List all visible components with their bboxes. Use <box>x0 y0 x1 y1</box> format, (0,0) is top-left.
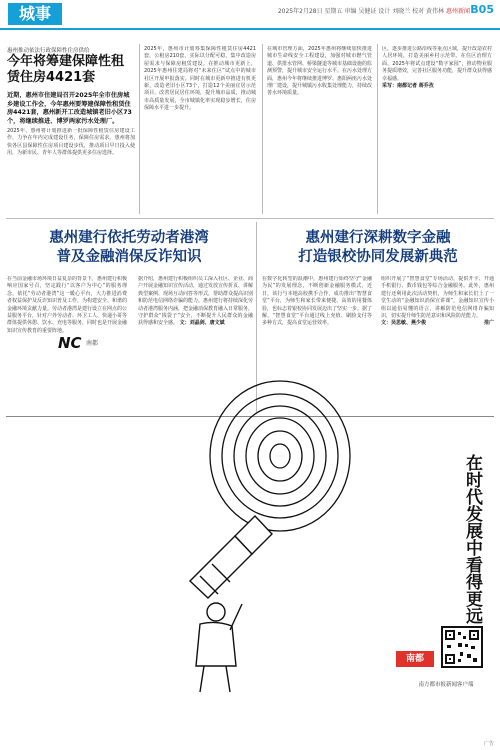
header-rule <box>0 28 500 30</box>
story-headline: 今年将筹建保障性租赁住房4421套 <box>7 54 125 85</box>
qr-code[interactable] <box>441 626 483 668</box>
story-right-col2: 组织开展了“智慧食堂”专场活动，提供开卡、开通手机银行、数币钱包等综合金融服务。此外，惠州建行还利用此次活动契机，为师生和家长们上了一堂生动的“金融知识消保宣讲课”，金融知识宣传小组以通俗易懂的语言，讲解防范电信网络诈骗知识，切实提升师生防范意识和风险防范能力。 文：吴思敏、燕少俊 推广 <box>381 276 494 327</box>
qr-caption: 南方都市报新闻客户端 <box>418 682 474 688</box>
section-tag: 城事 <box>8 3 62 25</box>
ad-label: 广告 <box>483 741 494 747</box>
page-number: B05 <box>470 3 494 16</box>
svg-text:南都: 南都 <box>86 340 99 347</box>
page-header <box>0 0 500 30</box>
column-divider <box>377 44 378 214</box>
story-summary: 近期，惠州市住建局召开2025年全市住房城乡建设工作会，今年惠州要筹建保障性租赁住房4421套，惠州新开工改造城镇老旧小区73个，将继续推进、博罗两家污水处理厂。 <box>7 92 132 125</box>
section-divider <box>6 218 494 219</box>
nandu-logo <box>58 334 138 352</box>
story-body-2: 2025年，惠州市计划筹集保障性租赁住房4421套，公租房210套，实际以分配可稳，集中改造房屋需求与保障房租赁建设。在推动城市更新上，2025年惠州住建局将对“未来住区”试点中的城市社区开展申报落实。同时在城市更新中推进有机更新，改造老旧小区73个，打造12个美丽宜居示范项目，改善居民居住环境，提升城市品质，推动城市高质量发展，全市城镇化率实现稳步增长，住房保障水平进一步提升。 <box>144 46 256 112</box>
column-divider <box>262 44 263 214</box>
header-meta: 2025年2月28日 星期五 审编 吴健证 设计 刘晓兰 校对 黄伟林 惠州新闻 <box>277 8 470 15</box>
svg-text:NC: NC <box>58 334 82 352</box>
story-body-4: 区，逐步推进公路沿线等重点区域，提升改造农村人居环境，打造美丽乡村示范带。在住区治理方面，2025年将试点建设“数字家园”，推动物业服务提质增效，完善社区服务功能，提升群众获得感幸福感。 采写：南都记者 蒋乔孜 <box>382 46 492 90</box>
story-body: 2025年，惠州将计划推进新一批保障性租赁住房建设工作，力争在年内完成建设任务，保障住房需求。惠州将加快各区县保障性住房项目建设步伐，推动项目早日投入使用，为新市民、青年人等群体提供更多住房选择。 <box>7 128 135 157</box>
story-right-col1: 在数字化转型的浪潮中，惠州建行始终坚守“金融为民”的发展理念，不断创新金融服务模式，近日，该行与本地高校携手合作，成功推出“智慧食堂”平台，为师生和家长带来便捷、高效的用餐体验，也标志着银校协同发展迈出了坚实一步。据了解，“智慧食堂”平台通过线上充值、刷脸支付等多种方式，提高食堂运营效率。 <box>262 276 372 327</box>
story-kicker: 惠州推动依法行政保障性住房供给 <box>7 48 90 54</box>
story-left-col2: 据介绍，惠州建行积极组织员工深入社区、企业、商户开展金融知识宣传活动，通过发放宣传折页、讲解典型案例、现场互动问答等形式，帮助群众提高识别和防范电信网络诈骗的能力。惠州建行将持续深化劳动者港湾服务内涵，把金融消保教育融入日常服务，守护群众“钱袋子”安全，不断提升人民群众的金融获得感和安全感。 文：刘晶剑、唐文斌 <box>138 276 253 327</box>
story-headline-left: 惠州建行依托劳动者港湾 普及金融消保反诈知识 <box>49 229 209 265</box>
telescope-illustration <box>130 366 360 696</box>
story-left-col1: 在当前金融市场环境日益复杂的背景下，惠州建行积极响应国家号召，坚定践行“以客户为中心”的服务理念，依托“劳动者港湾”这一暖心平台，大力推进消费者权益保护及反诈知识普及工作，为构建安全、和谐的金融环境贡献力量。劳动者港湾是建行设立在网点的公益服务平台，针对户外劳动者、环卫工人、快递小哥等群体提供休憩、饮水、充电等服务，同时也是开展金融知识宣传教育的重要阵地。 <box>7 276 127 334</box>
story-headline-right: 惠州建行深耕数字金融 打造银校协同发展新典范 <box>298 229 458 265</box>
column-divider <box>139 44 140 214</box>
nandu-brand: 南都 <box>396 651 434 667</box>
story-body-3: 在城市管理方面，2025年惠州将继续加快推进城市生命线安全工程建设，加强对城市燃气管道、供排水管网、桥梁隧道等城市基础设施的监测预警，提升城市安全运行水平。在污水处理方面，惠州今年将继续推进博罗、惠阳两座污水处理厂建设，提升城镇污水收集处理能力，持续改善水环境质量。 <box>267 46 372 97</box>
ad-slogan: 在时代发展中看得更远 <box>462 454 482 624</box>
